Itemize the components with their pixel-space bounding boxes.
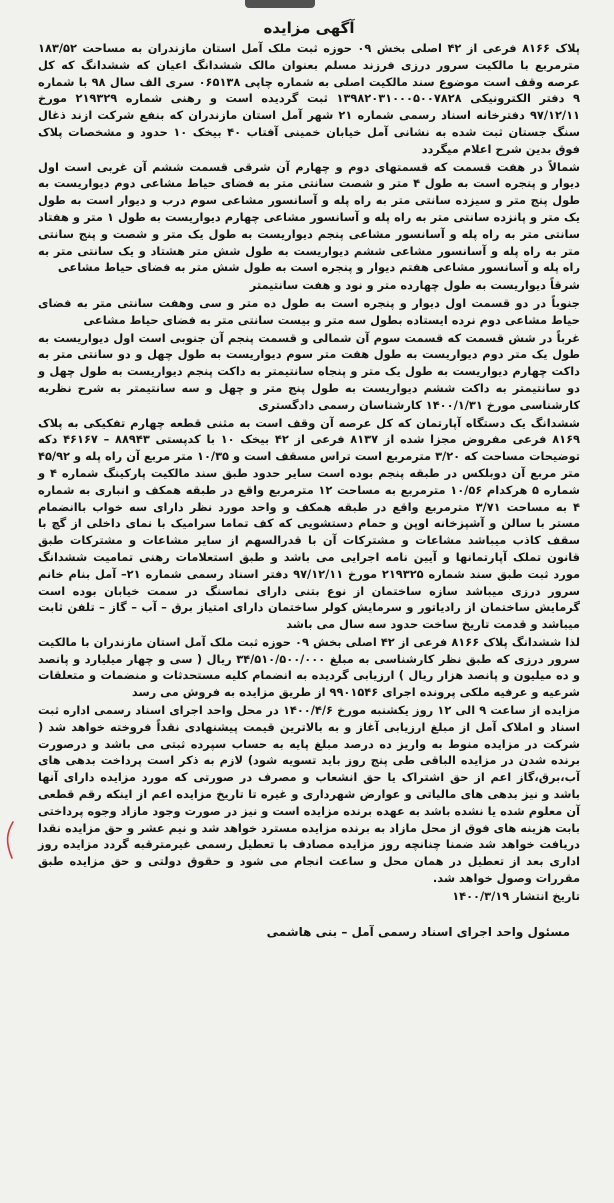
apartment-description-paragraph: ششدانگ یک دستگاه آپارتمان که کل عرصه آن وقف است به مثنی قطعه چهارم تفکیکی به پلاک ۸۱۶۹ فرعی مفروض مجزا شده از ۸۱۳۷ فرعی از ۴۲ بیخک ۱۰ با کدپستی ۸۸۹۴۳ – ۴۶۱۶۷ دکه توضیحات مساحت که ۳/۲۰ مترمربع است تراس مسقف است و ۱۰/۳۵ متر مربع آن راه پله و ۴۵/۹۲ متر مربع آن دوبلکس در طبقه پنجم بوده است سایر حدود طبق سند مالکیت پارکینگ شماره ۴ و شماره ۵ هرکدام ۱۰/۵۶ مترمربع به مساحت ۱۲ مترمربع واقع در طبقه همکف و انباری به شماره ۴ به مساحت ۳/۷۱ مترمربع واقع در طبقه همکف و واحد مورد نظر دارای سه خواب باانضمام مستر با سالن و آشپزخانه اوپن و حمام دستشویی که کف تماما سرامیک با نمای داخلی از گچ با سقف کاذب میباشد مشاعات و مشترکات آن با قدرالسهم از سایر مشاعات و مشترکات طبق قانون تملک آپارتمانها و آیین نامه اجرایی می باشد و طبق استعلامات رهنی تمامیت ششدانگ مورد ثبت طبق سند شماره ۲۱۹۳۲۵ مورخ ۹۷/۱۲/۱۱ دفتر اسناد رسمی شماره ۲۱– آمل بنام خانم سرور درزی میباشد سازه ساختمان از نوع بتنی دارای نماسنگ در سمت خیابان بوده است گرمایش ساختمان از رادیاتور و سرمایش کولر ساختمان دارای امتیاز برق – آب – گاز – تلفن ثابت میباشد و قدمت تاریخ ساخت حدود سه سال می باشد bbox=[38, 415, 581, 632]
east-boundary-paragraph: شرقاً دیواریست به طول چهارده متر و نود و هفت سانتیمتر bbox=[249, 278, 580, 293]
valuation-paragraph: لذا ششدانگ پلاک ۸۱۶۶ فرعی از ۴۲ اصلی بخش ۰۹ حوزه ثبت ملک آمل استان مازندران با مالکیت سرور درزی که طبق نظر کارشناسی به مبلغ ۳۴/۵۱۰/۵۰۰/۰۰۰ ریال ( سی و چهار میلیارد و پانصد و ده میلیون و پانصد هزار ریال ) ارزیابی گردیده به انضمام کلیه مستحدثات و منضمات و متعلقات شرعیه و عرفیه ملکی پرونده اجرای ۹۹۰۱۵۴۶ از طریق مزایده به فروش می رسد bbox=[38, 634, 580, 700]
north-boundary-paragraph: شمالاً در هفت قسمت که قسمتهای دوم و چهارم آن شرقی قسمت ششم آن غربی است اول دیوار و پنجره است به طول ۴ متر و شصت سانتی متر به فضای حیاط مشاعی دوم دیواریست به طول پنج متر و سیزده سانتی متر به راه پله و آسانسور مشاعی سوم درب و دیوار است به طول یک متر و پانزده سانتی متر به راه پله و آسانسور مشاعی چهارم دیواریست به طول ۱ متر و هفتاد سانتی متر به راه پله و آسانسور مشاعی پنجم دیواریست به طول یک متر و شصت و پنج سانتی متر به راه پله و آسانسور مشاعی ششم دیواریست به طول شش متر هشتاد و یک سانتی متر به راه پله و آسانسور مشاعی هفتم دیوار و پنجره است به طول شش متر به فضای حیاط مشاعی bbox=[38, 159, 580, 275]
property-intro-paragraph: پلاک ۸۱۶۶ فرعی از ۴۲ اصلی بخش ۰۹ حوزه ثبت ملک آمل استان مازندران به مساحت ۱۸۳/۵۲ مترمربع با مالکیت سرور درزی فرزند مسلم بعنوان مالک ششدانگ اعیان که ششدانگ که کل عرصه وقف است موضوع سند مالکیت اصلی به شماره چاپی ۰۶۵۱۳۸ سری الف سال ۹۸ با شماره ۹ دفتر الکترونیکی ۱۳۹۸۲۰۳۱۰۰۰۵۰۰۷۸۲۸ ثبت گردیده است و رهنی شماره ۲۱۹۳۲۹ مورخ ۹۷/۱۲/۱۱ دفترخانه اسناد رسمی شماره ۲۱ شهر آمل استان مازندران که بنفع شرکت ازند ذغال سنگ جستان ثبت شده به نشانی آمل خیابان خمینی آفتاب ۴۰ بیخک ۱۰ حدود و مشخصات پلاک فوق بدین شرح اعلام میگردد bbox=[38, 41, 581, 156]
signature-line: مسئول واحد اجرای اسناد رسمی آمل – بنی هاشمی bbox=[266, 924, 570, 939]
clipping-edge bbox=[245, 0, 315, 8]
pen-mark-icon bbox=[2, 820, 16, 860]
west-boundary-paragraph: غرباً در شش قسمت که قسمت سوم آن شمالی و قسمت پنجم آن جنوبی است اول دیواریست به طول یک متر دوم دیواریست به طول هفت متر سوم دیواریست به طول چهل و دو سانتی متر به داکت چهارم دیواریست به طول یک متر و پنجاه سانتیمتر به داکت پنجم دیواریست به طول چهل و دو سانتیمتر به داکت ششم دیواریست به طول پنج متر و چهل و سه سانتیمتر به شرح نظریه کارشناسی مورخ ۱۴۰۰/۱/۳۱ کارشناسان رسمی دادگستری bbox=[38, 330, 580, 412]
auction-terms-paragraph: مزایده از ساعت ۹ الی ۱۲ روز یکشنبه مورخ ۱۴۰۰/۴/۶ در محل واحد اجرای اسناد رسمی اداره ثبت اسناد و املاک آمل از مبلغ ارزیابی آغاز و به بالاترین قیمت پیشنهادی نقداً فروخته خواهد شد ( شرکت در مزایده منوط به واریز ده درصد مبلغ پایه به حساب سپرده ثبتی می باشد و درصورت برنده شدن در مزایده الباقی طی پنج روز باید تسویه شود) لازم به ذکر است پرداخت بدهی های آب،برق،گاز اعم از حق اشتراک یا حق انشعاب و مصرف در صورتی که مورد مزایده دارای آنها باشد و نیز بدهی های مالیاتی و عوارض شهرداری و غیره تا تاریخ مزایده اعم از اینکه رقم قطعی آن معلوم شده یا نشده باشد به عهده برنده مزایده است و نیز در صورت وجود مازاد وجوه پرداختی بابت هزینه های فوق از محل مازاد به برنده مزایده مسترد خواهد شد و نیم عشر و حق مزایده نقدا دریافت خواهد شد ضمنا چنانچه روز مزایده مصادف با تعطیل رسمی غیرمترقبه گردد مزایده روز اداری بعد از تعطیل در همان محل و ساعت انجام می شود و حقوق دولتی و حق مزایده طبق مقررات وصول خواهد شد. bbox=[38, 703, 581, 886]
notice-title: آگهی مزایده bbox=[263, 19, 355, 37]
south-boundary-paragraph: جنوباً در دو قسمت اول دیوار و پنجره است به طول ده متر و سی وهفت سانتی متر به فضای حیاط مشاعی دوم نرده ایستاده بطول سه متر و بیست سانتی متر به فضای حیاط مشاعی bbox=[38, 295, 580, 327]
publish-date: تاریخ انتشار ۱۴۰۰/۳/۱۹ bbox=[452, 888, 580, 903]
